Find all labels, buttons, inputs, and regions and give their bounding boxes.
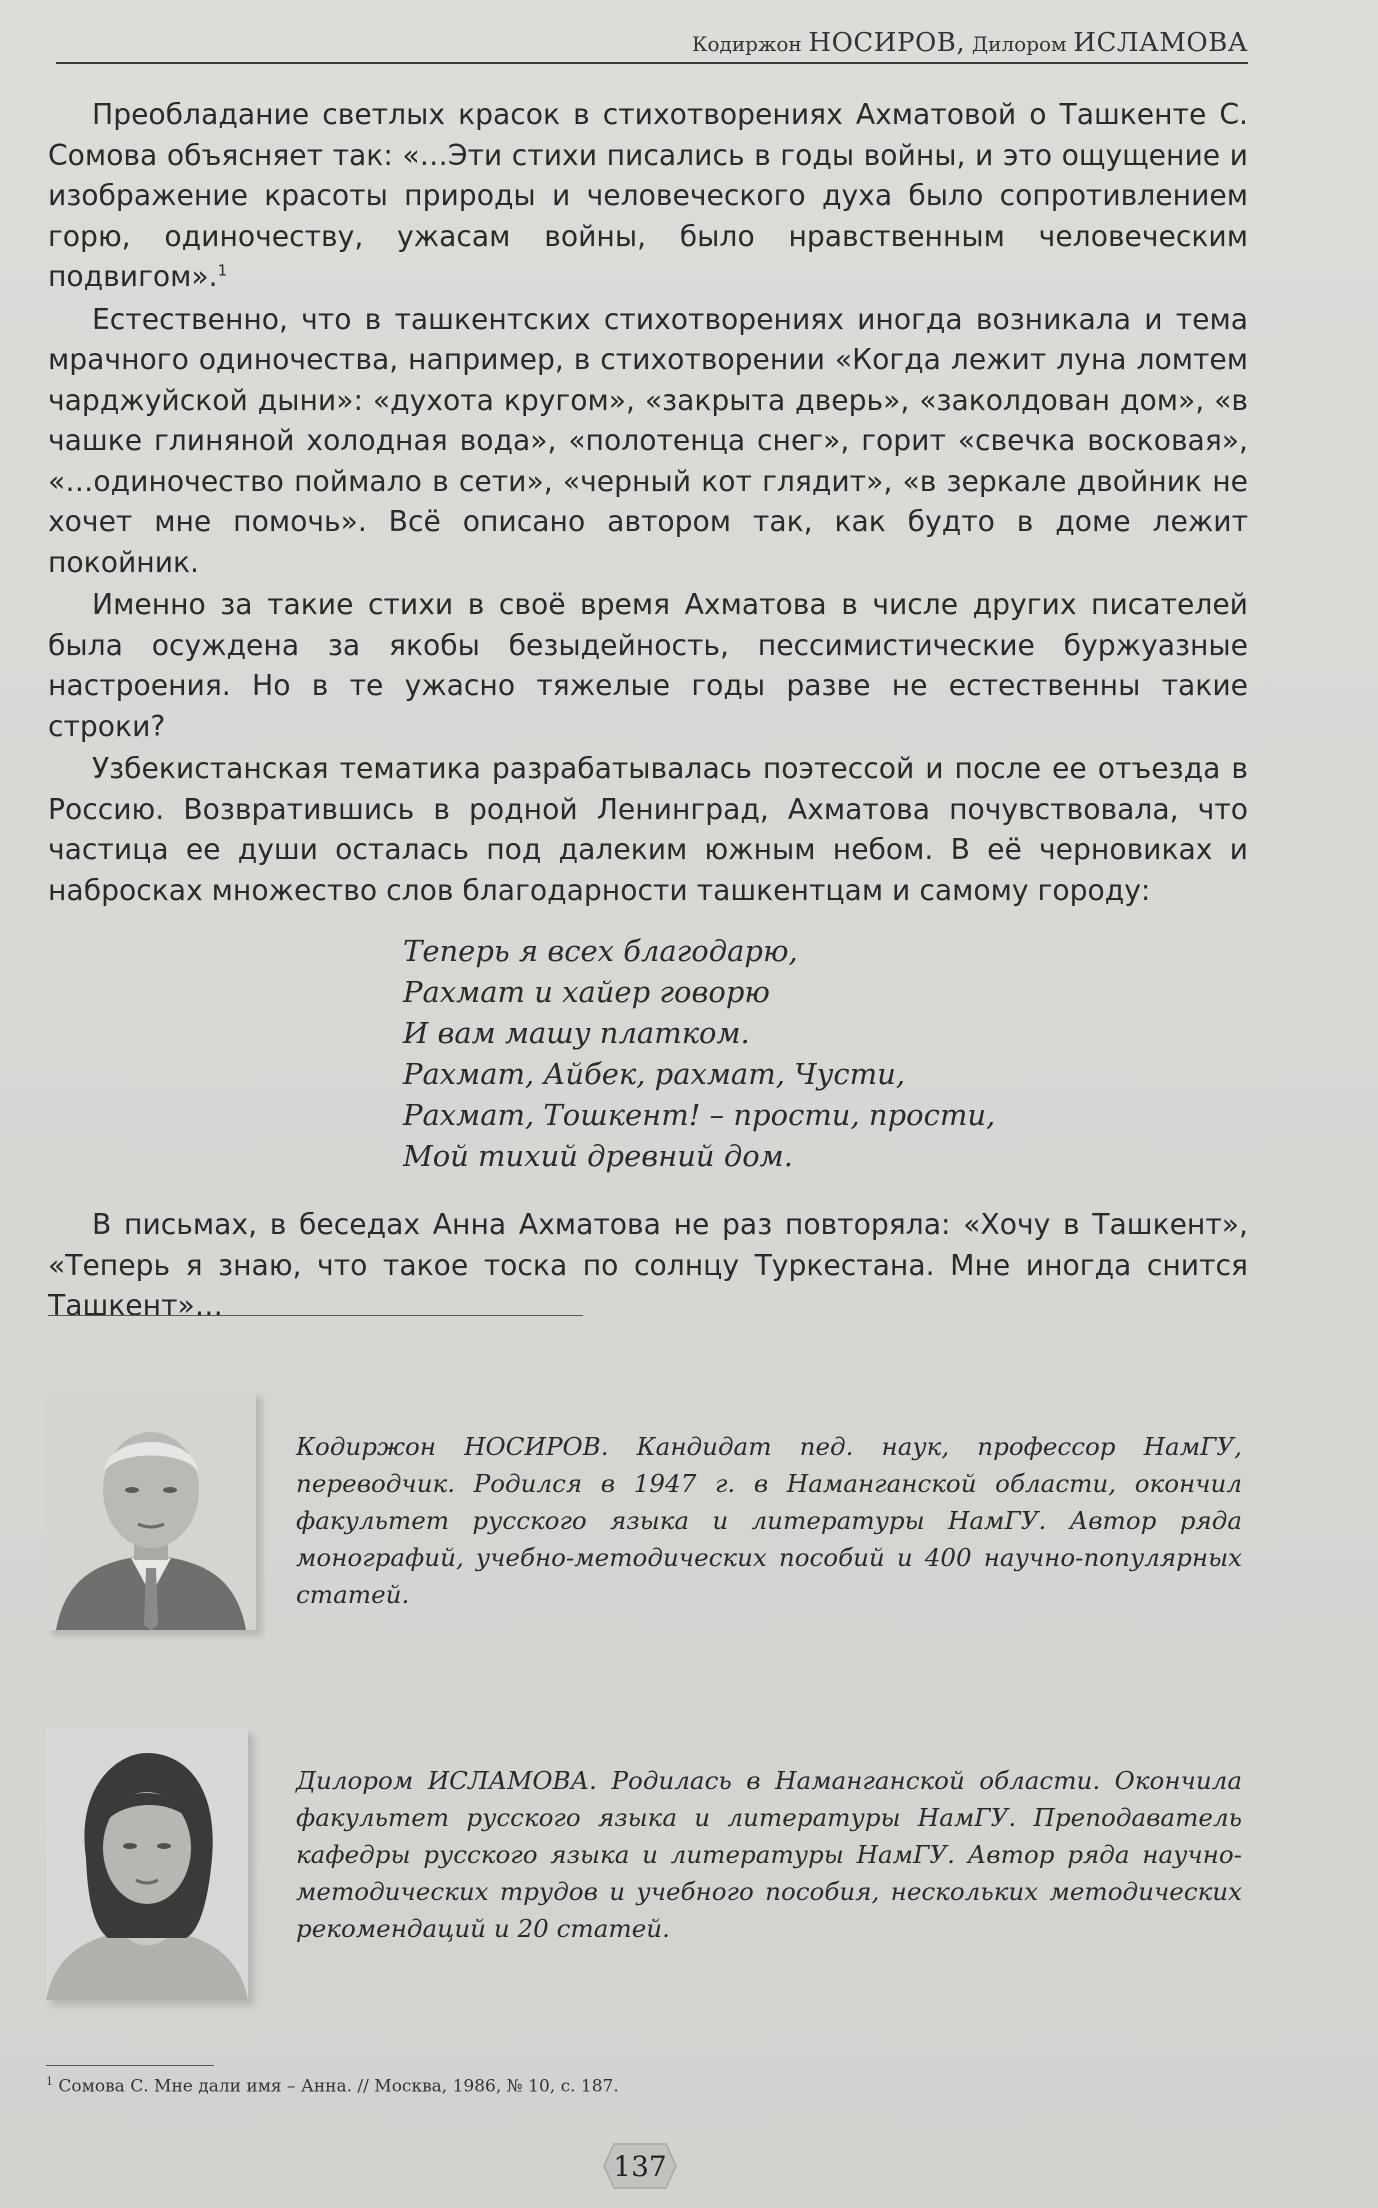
author-photo-islamova bbox=[46, 1728, 248, 2000]
author-photo-nosirov bbox=[46, 1390, 256, 1630]
poem-line: И вам машу платком. bbox=[403, 1016, 750, 1050]
article-body bbox=[48, 95, 1248, 1329]
page-number-badge bbox=[600, 2138, 680, 2194]
running-header bbox=[56, 28, 1248, 58]
author1-given-name: Кодиржон bbox=[691, 32, 802, 56]
footnote-reference: 1 bbox=[217, 261, 228, 280]
paragraph-1 bbox=[48, 95, 1248, 298]
closing-paragraph: В письмах, в беседах Анна Ахматова не раз повторяла: «Хочу в Ташкент», «Теперь я знаю, что такое тоска по солнцу Туркестана. Мне иногда снится Ташкент»… bbox=[48, 1208, 1248, 1322]
paragraph-1-text: Преобладание светлых красок в стихотворениях Ахматовой о Ташкенте С. Сомова объясняет так: «…Эти стихи писались в годы войны, и это ощущение и изображение красоты природы и человеческого духа было сопротивлением горю, одиночеству, ужасам войны, было нравственным человеческим подвигом». bbox=[48, 98, 1248, 293]
poem-line: Рахмат, Айбек, рахмат, Чусти, bbox=[403, 1057, 906, 1091]
author-bio-nosirov: Кодиржон НОСИРОВ. Кандидат пед. наук, профессор НамГУ, переводчик. Родился в 1947 г. в Наманганской области, окончил факультет русского языка и литературы НамГУ. Автор ряда монографий, учебно-методических пособий и 400 научно-популярных статей. bbox=[296, 1432, 1242, 1609]
paragraph-3: Именно за такие стихи в своё время Ахматова в числе других писателей была осуждена за якобы безыдейность, пессимистические буржуазные настроения. Но в те ужасно тяжелые годы разве не естественны такие строки? bbox=[48, 588, 1248, 743]
footnote-marker: 1 bbox=[46, 2075, 53, 2088]
author2-given-name: Дилором bbox=[971, 32, 1067, 56]
header-rule bbox=[56, 62, 1248, 64]
paragraph-2: Естественно, что в ташкентских стихотворениях иногда возникала и тема мрачного одиночества, например, в стихотворении «Когда лежит луна ломтем чарджуйской дыни»: «духота кругом», «закрыта дверь», «заколдован дом», «в чашке глиняной холодная вода», «полотенца снег», горит «свечка восковая», «…одиночество поймало в сети», «черный кот глядит», «в зеркале двойник не хочет мне помочь». Всё описано автором так, как будто в доме лежит покойник. bbox=[48, 302, 1248, 579]
poem-line: Рахмат, Тошкент! – прости, прости, bbox=[403, 1098, 996, 1132]
page-number: 137 bbox=[613, 2149, 667, 2183]
footnote-rule bbox=[46, 2065, 214, 2066]
poem-stanza bbox=[403, 931, 1248, 1177]
poem-line: Рахмат и хайер говорю bbox=[403, 975, 770, 1009]
author2-surname: ИСЛАМОВА bbox=[1073, 28, 1248, 58]
footnote bbox=[46, 2075, 946, 2097]
poem-line: Теперь я всех благодарю, bbox=[403, 934, 798, 968]
author-bio-islamova: Дилором ИСЛАМОВА. Родилась в Наманганской области. Окончила факультет русского языка и литературы НамГУ. Преподаватель кафедры русского языка и литературы НамГУ. Автор ряда научно-методических трудов и учебного пособия, нескольких методических рекомендаций и 20 статей. bbox=[296, 1766, 1242, 1943]
poem-line: Мой тихий древний дом. bbox=[403, 1139, 793, 1173]
author1-surname: НОСИРОВ, bbox=[808, 28, 966, 58]
paragraph-4: Узбекистанская тематика разрабатывалась поэтессой и после ее отъезда в Россию. Возвратившись в родной Ленинград, Ахматова почувствовала, что частица ее души осталась под далеким южным небом. В её черновиках и набросках множество слов благодарности ташкентцам и самому городу: bbox=[48, 752, 1248, 907]
section-divider bbox=[48, 1315, 583, 1316]
footnote-text: Сомова С. Мне дали имя – Анна. // Москва, 1986, № 10, с. 187. bbox=[58, 2076, 619, 2097]
